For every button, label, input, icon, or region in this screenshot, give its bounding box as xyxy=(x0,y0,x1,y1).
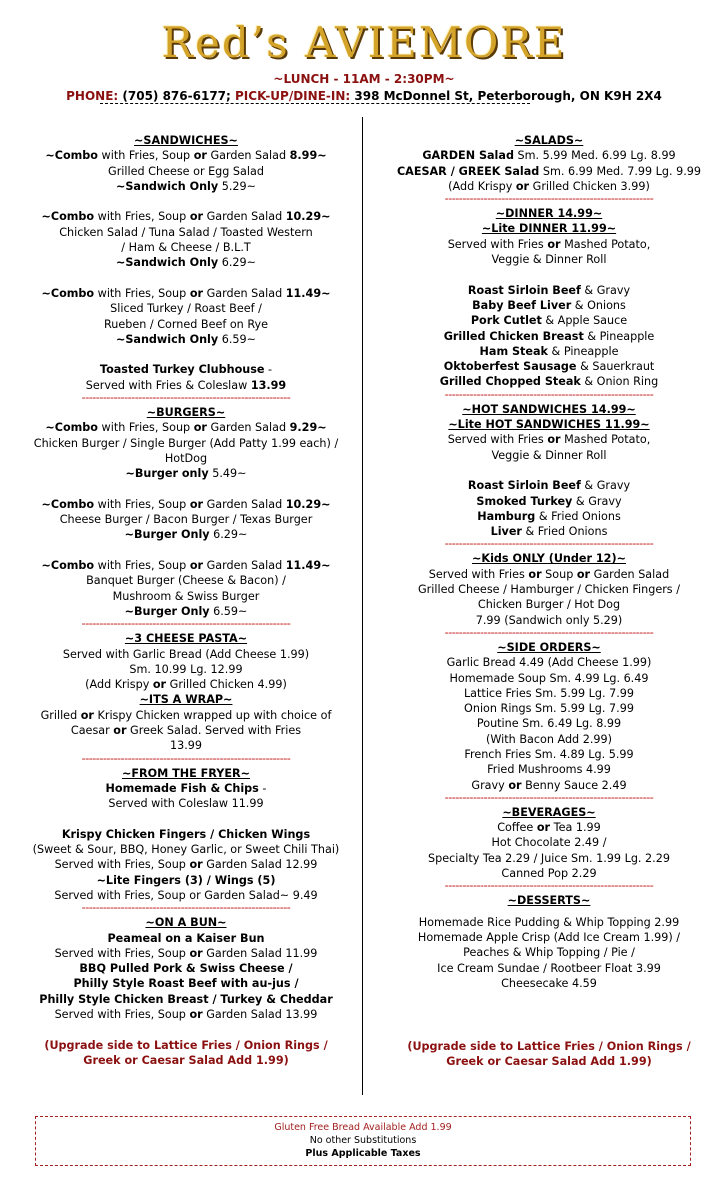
dinner-item: Grilled Chicken Breast & Pineapple xyxy=(443,329,655,343)
side-item: Homemade Soup Sm. 4.99 Lg. 6.49 xyxy=(449,671,649,685)
beverage-item: Coffee or Tea 1.99 xyxy=(497,821,601,835)
menu-item: Grilled Cheese or Egg Salad xyxy=(108,164,264,178)
dessert-item: Ice Cream Sundae / Rootbeer Float 3.99 xyxy=(437,961,661,975)
menu-item: ~Lite Fingers (3) / Wings (5) xyxy=(96,873,276,887)
menu-item: Philly Style Roast Beef with au-jus / xyxy=(73,977,299,991)
menu-item: Peameal on a Kaiser Bun xyxy=(107,931,265,945)
side-item: Garlic Bread 4.49 (Add Cheese 1.99) xyxy=(446,656,652,670)
footer-notice xyxy=(35,1116,691,1166)
menu-item: Cheese Burger / Bacon Burger / Texas Burger xyxy=(59,513,313,527)
dinner-heading: ~DINNER 14.99~ xyxy=(495,207,603,221)
section-separator: ----------------------------------------------------------- xyxy=(81,393,291,405)
menu-item: Served with Fries, Soup or Garden Salad 13.99 xyxy=(54,1008,318,1022)
hot-heading: ~HOT SANDWICHES 14.99~ xyxy=(462,402,636,416)
footer-line: Gluten Free Bread Available Add 1.99 xyxy=(274,1122,452,1133)
menu-item: (Add Krispy or Grilled Chicken 3.99) xyxy=(448,179,650,193)
lite-hot-heading: ~Lite HOT SANDWICHES 11.99~ xyxy=(448,418,650,432)
section-separator: ----------------------------------------------------------- xyxy=(444,539,654,551)
sandwiches-heading: ~SANDWICHES~ xyxy=(134,134,238,147)
combo-line: ~Combo with Fries, Soup or Garden Salad 10.29~ xyxy=(41,497,331,511)
menu-item: Sliced Turkey / Roast Beef / xyxy=(110,302,262,316)
menu-item: Banquet Burger (Cheese & Bacon) / xyxy=(86,574,286,588)
hot-item: Smoked Turkey & Gravy xyxy=(476,494,622,508)
section-separator: ----------------------------------------------------------- xyxy=(444,389,654,401)
menu-item: Rueben / Corned Beef on Rye xyxy=(104,317,268,331)
menu-item: Served with Fries, Soup or Garden Salad 12.99 xyxy=(54,858,318,872)
only-line: ~Sandwich Only 6.29~ xyxy=(115,256,257,270)
combo-line: ~Combo with Fries, Soup or Garden Salad 10.29~ xyxy=(41,210,331,224)
menu-item: Served with Fries or Mashed Potato, xyxy=(447,237,651,251)
section-separator: ----------------------------------------------------------- xyxy=(444,194,654,206)
menu-item: Veggie & Dinner Roll xyxy=(491,253,607,267)
side-item: Onion Rings Sm. 5.99 Lg. 7.99 xyxy=(464,702,634,716)
only-line: ~Sandwich Only 5.29~ xyxy=(115,179,257,193)
menu-item: 13.99 xyxy=(169,739,203,753)
pasta-heading: ~3 CHEESE PASTA~ xyxy=(124,632,248,646)
section-separator: ----------------------------------------------------------- xyxy=(81,619,291,631)
menu-item: Veggie & Dinner Roll xyxy=(491,448,607,462)
menu-item: Mushroom & Swiss Burger xyxy=(112,589,260,603)
dinner-item: Baby Beef Liver & Onions xyxy=(472,298,626,312)
menu-item: Served with Fries or Soup or Garden Salad xyxy=(428,567,670,581)
menu-item: Caesar or Greek Salad. Served with Fries xyxy=(70,723,302,737)
section-separator: ----------------------------------------------------------- xyxy=(444,627,654,639)
menu-item: Sm. 10.99 Lg. 12.99 xyxy=(129,662,243,676)
side-item: (With Bacon Add 2.99) xyxy=(486,732,612,746)
menu-item: 7.99 (Sandwich only 5.29) xyxy=(475,613,623,627)
restaurant-title: Red’s AVIEMORE xyxy=(161,18,567,67)
menu-item: BBQ Pulled Pork & Swiss Cheese / xyxy=(79,962,293,976)
burgers-heading: ~BURGERS~ xyxy=(146,406,226,420)
header-divider xyxy=(100,103,530,110)
beverage-item: Specialty Tea 2.29 / Juice Sm. 1.99 Lg. 2.29 xyxy=(428,851,670,865)
menu-item: / Ham & Cheese / B.L.T xyxy=(121,241,251,255)
side-item: Poutine Sm. 6.49 Lg. 8.99 xyxy=(476,717,622,731)
side-item: Lattice Fries Sm. 5.99 Lg. 7.99 xyxy=(463,686,635,700)
column-divider xyxy=(362,117,363,1095)
menu-item: Served with Garlic Bread (Add Cheese 1.99) xyxy=(62,647,310,661)
menu-item: Served with Fries, Soup or Garden Salad 11.99 xyxy=(54,946,318,960)
kids-heading: ~Kids ONLY (Under 12)~ xyxy=(472,552,626,566)
hot-item: Hamburg & Fried Onions xyxy=(477,509,621,523)
dinner-item: Roast Sirloin Beef & Gravy xyxy=(467,283,631,297)
side-item: Gravy or Benny Sauce 2.49 xyxy=(471,778,627,792)
pickup-label: PICK-UP/DINE-IN: xyxy=(235,89,351,103)
dinner-item: Ham Steak & Pineapple xyxy=(479,344,619,358)
desserts-heading: ~DESSERTS~ xyxy=(507,894,591,908)
only-line: ~Burger only 5.49~ xyxy=(125,467,247,481)
combo-line: ~Combo with Fries, Soup or Garden Salad 11.49~ xyxy=(41,286,331,300)
menu-item: Krispy Chicken Fingers / Chicken Wings xyxy=(61,827,311,841)
lite-dinner-heading: ~Lite DINNER 11.99~ xyxy=(481,222,617,236)
section-separator: ----------------------------------------------------------- xyxy=(81,753,291,765)
menu-item: Grilled or Krispy Chicken wrapped up with choice of xyxy=(40,708,332,722)
menu-item: Served with Coleslaw 11.99 xyxy=(108,797,264,811)
menu-item: Grilled Cheese / Hamburger / Chicken Fingers / xyxy=(418,583,680,597)
only-line: ~Burger Only 6.29~ xyxy=(124,528,248,542)
menu-item: Chicken Burger / Hot Dog xyxy=(477,598,621,612)
lunch-hours: ~LUNCH - 11AM - 2:30PM~ xyxy=(273,72,455,86)
dessert-item: Homemade Apple Crisp (Add Ice Cream 1.99) / xyxy=(417,930,681,944)
hot-item: Liver & Fried Onions xyxy=(490,525,608,539)
fryer-heading: ~FROM THE FRYER~ xyxy=(121,766,251,780)
upgrade-note: (Upgrade side to Lattice Fries / Onion Rings / xyxy=(407,1040,691,1054)
salads-heading: ~SALADS~ xyxy=(514,134,584,147)
beverages-heading: ~BEVERAGES~ xyxy=(502,805,596,819)
upgrade-note: Greek or Caesar Salad Add 1.99) xyxy=(446,1055,652,1069)
menu-item: Chicken Burger / Single Burger (Add Patty 1.99 each) / xyxy=(33,436,339,450)
dessert-item: Peaches & Whip Topping / Pie / xyxy=(463,946,635,960)
footer-line: Plus Applicable Taxes xyxy=(305,1148,421,1159)
section-separator: ----------------------------------------------------------- xyxy=(81,903,291,915)
address: 398 McDonnel St, Peterborough, ON K9H 2X4 xyxy=(354,89,662,103)
menu-item: Chicken Salad / Tuna Salad / Toasted Western xyxy=(59,225,313,239)
side-item: French Fries Sm. 4.89 Lg. 5.99 xyxy=(464,747,634,761)
combo-line: ~Combo with Fries, Soup or Garden Salad 11.49~ xyxy=(41,559,331,573)
menu-item: (Sweet & Sour, BBQ, Honey Garlic, or Sweet Chili Thai) xyxy=(32,843,340,857)
dessert-item: Cheesecake 4.59 xyxy=(501,976,597,990)
bun-heading: ~ON A BUN~ xyxy=(145,916,227,930)
section-separator: ----------------------------------------------------------- xyxy=(444,792,654,804)
only-line: ~Sandwich Only 6.59~ xyxy=(115,332,257,346)
menu-item: GARDEN Salad Sm. 5.99 Med. 6.99 Lg. 8.99 xyxy=(422,149,676,163)
upgrade-note: Greek or Caesar Salad Add 1.99) xyxy=(83,1053,289,1067)
menu-item: Philly Style Chicken Breast / Turkey & Cheddar xyxy=(39,992,333,1006)
only-line: ~Burger Only 6.59~ xyxy=(124,604,248,618)
menu-item: Homemade Fish & Chips - xyxy=(105,781,267,795)
hot-item: Roast Sirloin Beef & Gravy xyxy=(467,479,631,493)
beverage-item: Canned Pop 2.29 xyxy=(501,867,597,881)
menu-item: HotDog xyxy=(164,451,208,465)
right-column xyxy=(375,133,723,1070)
dinner-item: Grilled Chopped Steak & Onion Ring xyxy=(439,375,659,389)
beverage-item: Hot Chocolate 2.49 / xyxy=(491,836,607,850)
section-separator: ----------------------------------------------------------- xyxy=(444,881,654,893)
phone-number: (705) 876-6177; xyxy=(122,89,231,103)
menu-item: Served with Fries or Mashed Potato, xyxy=(447,433,651,447)
dinner-item: Oktoberfest Sausage & Sauerkraut xyxy=(443,360,655,374)
menu-item: (Add Krispy or Grilled Chicken 4.99) xyxy=(85,678,287,692)
footer-line: No other Substitutions xyxy=(309,1135,417,1146)
dinner-item: Pork Cutlet & Apple Sauce xyxy=(470,314,628,328)
contact-line xyxy=(0,89,728,103)
menu-item: CAESAR / GREEK Salad Sm. 6.99 Med. 7.99 Lg. 9.99 xyxy=(396,164,702,178)
wrap-heading: ~ITS A WRAP~ xyxy=(139,693,233,707)
phone-label: PHONE: xyxy=(66,89,119,103)
club-served: Served with Fries & Coleslaw 13.99 xyxy=(85,378,287,392)
club-item: Toasted Turkey Clubhouse - xyxy=(99,363,273,377)
dessert-item: Homemade Rice Pudding & Whip Topping 2.99 xyxy=(418,915,680,929)
left-column xyxy=(12,133,360,1068)
upgrade-note: (Upgrade side to Lattice Fries / Onion Rings / xyxy=(44,1038,328,1052)
sides-heading: ~SIDE ORDERS~ xyxy=(497,640,601,654)
combo-line: ~Combo with Fries, Soup or Garden Salad 9.29~ xyxy=(45,421,327,435)
menu-item: Served with Fries, Soup or Garden Salad~ 9.49 xyxy=(54,888,318,902)
side-item: Fried Mushrooms 4.99 xyxy=(487,763,611,777)
combo-line: ~Combo with Fries, Soup or Garden Salad 8.99~ xyxy=(45,149,327,163)
